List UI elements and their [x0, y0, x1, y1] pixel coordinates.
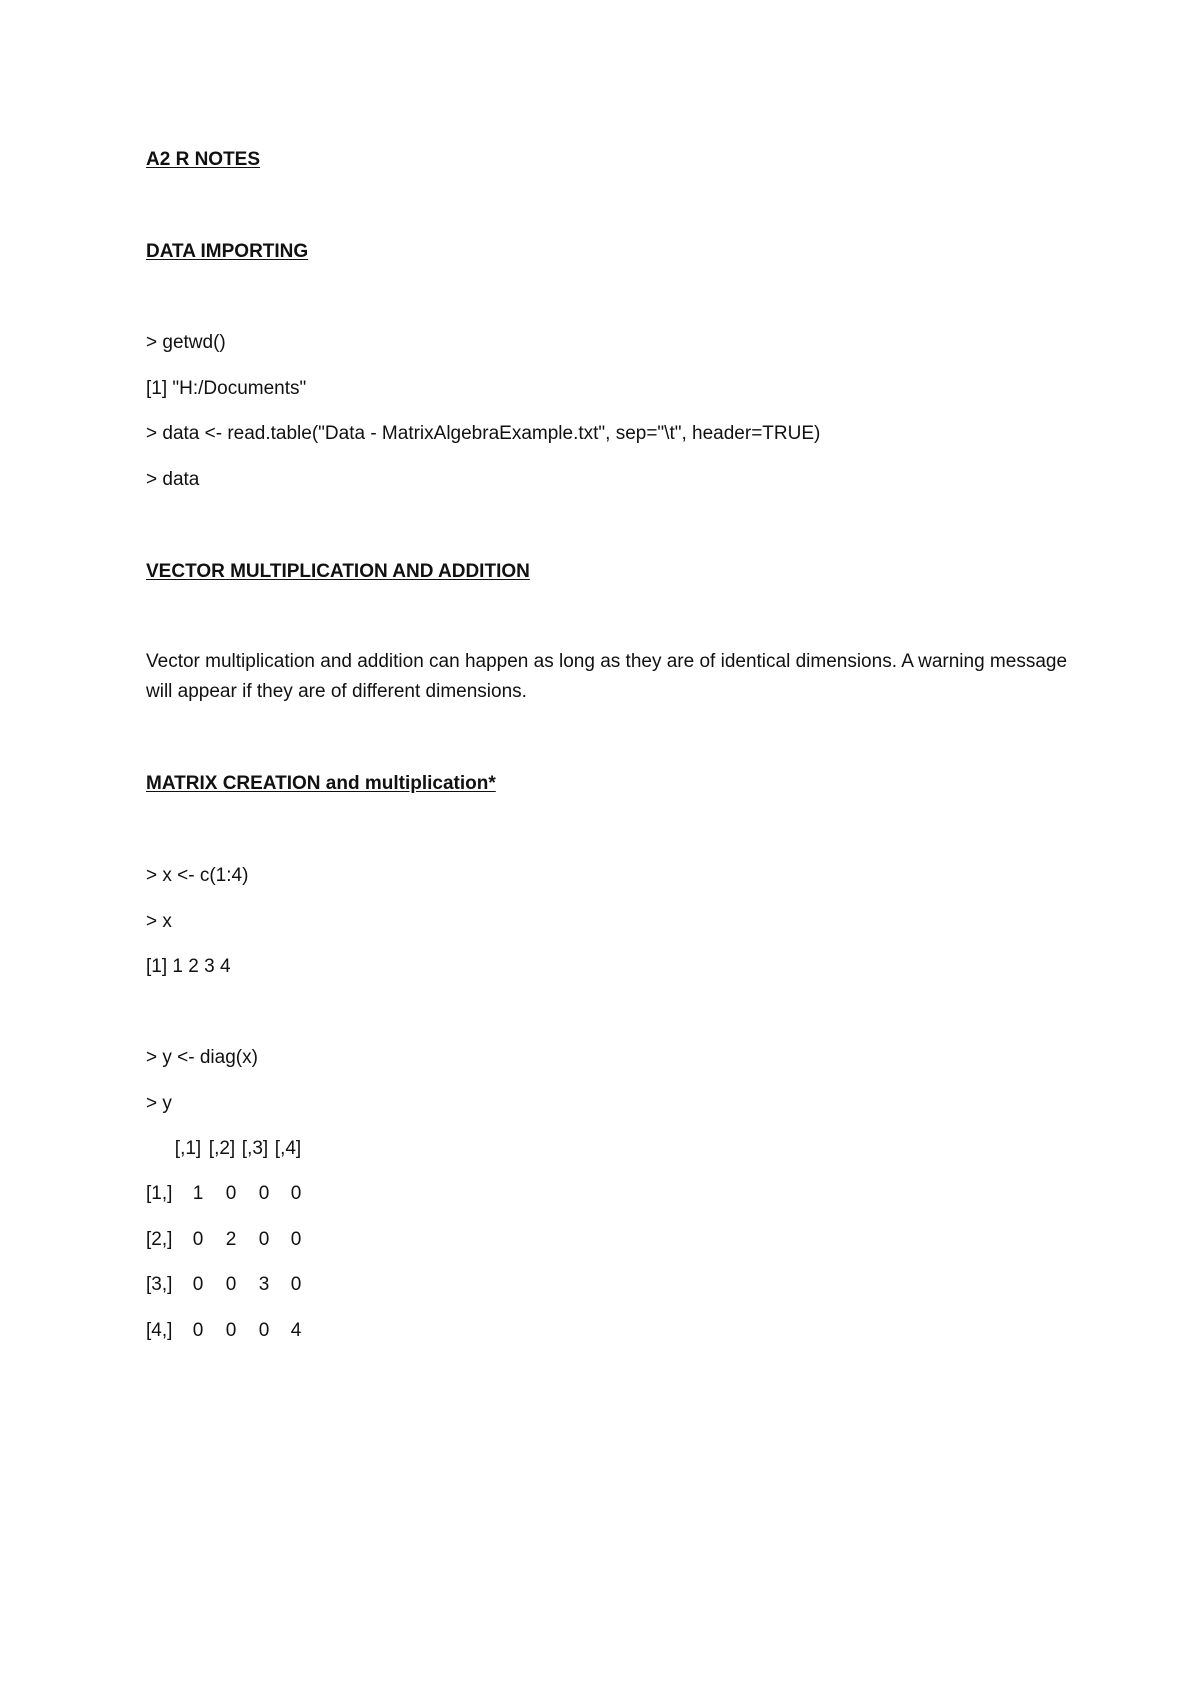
section-heading-data-importing: DATA IMPORTING [146, 241, 309, 262]
matrix-cell: 0 [258, 1320, 270, 1341]
code-output-line: [1] "H:/Documents" [146, 378, 307, 399]
matrix-cell: 0 [258, 1183, 270, 1204]
code-line: > data <- read.table("Data - MatrixAlgebraExample.txt", sep="\t", header=TRUE) [146, 423, 821, 444]
matrix-row-label: [2,] [146, 1229, 173, 1250]
matrix-cell: 2 [225, 1229, 237, 1250]
matrix-row-label: [4,] [146, 1320, 173, 1341]
matrix-cell: 0 [258, 1229, 270, 1250]
matrix-row-label: [1,] [146, 1183, 173, 1204]
matrix-row-label: [3,] [146, 1274, 173, 1295]
document-title: A2 R NOTES [146, 149, 261, 170]
code-line: > getwd() [146, 332, 226, 353]
section-heading-matrix: MATRIX CREATION and multiplication* [146, 773, 496, 794]
matrix-cell: 1 [192, 1183, 204, 1204]
code-line: > data [146, 469, 200, 490]
matrix-row [146, 1319, 346, 1343]
body-paragraph: Vector multiplication and addition can happen as long as they are of identical dimensions. A warning message will appear if they are of different dimensions. [146, 651, 1068, 702]
matrix-cell: 0 [290, 1183, 302, 1204]
code-output-line: [1] 1 2 3 4 [146, 956, 231, 977]
matrix-col-header: [,2] [208, 1138, 236, 1159]
matrix-cell: 0 [225, 1320, 237, 1341]
matrix-row [146, 1273, 346, 1297]
matrix-col-header: [,3] [241, 1138, 269, 1159]
matrix-cell: 0 [225, 1183, 237, 1204]
matrix-cell: 4 [290, 1320, 302, 1341]
matrix-row [146, 1182, 346, 1206]
matrix-cell: 3 [258, 1274, 270, 1295]
matrix-cell: 0 [192, 1320, 204, 1341]
matrix-cell: 0 [192, 1274, 204, 1295]
code-line: > x <- c(1:4) [146, 865, 249, 886]
matrix-column-headers [146, 1137, 346, 1161]
matrix-row [146, 1228, 346, 1252]
section-heading-vector: VECTOR MULTIPLICATION AND ADDITION [146, 561, 530, 582]
matrix-col-header: [,1] [174, 1138, 202, 1159]
matrix-cell: 0 [225, 1274, 237, 1295]
matrix-cell: 0 [290, 1229, 302, 1250]
matrix-col-header: [,4] [274, 1138, 302, 1159]
code-line: > y [146, 1093, 172, 1114]
matrix-cell: 0 [192, 1229, 204, 1250]
matrix-cell: 0 [290, 1274, 302, 1295]
code-line: > y <- diag(x) [146, 1047, 258, 1068]
code-line: > x [146, 911, 172, 932]
